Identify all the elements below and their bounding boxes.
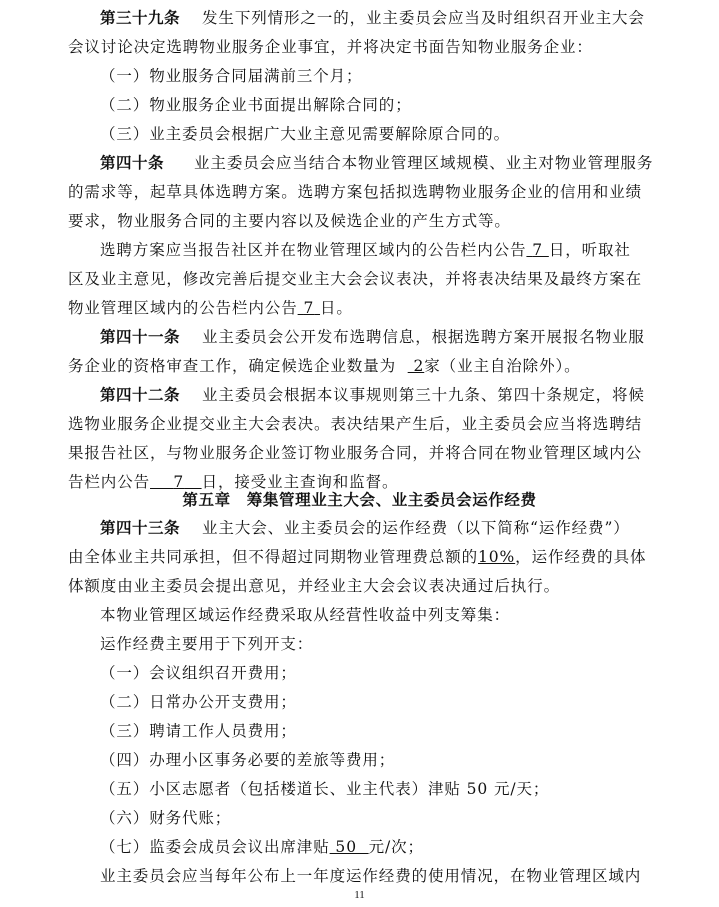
expense-item-2: （二）日常办公开支费用； xyxy=(100,693,297,711)
article-41-heading: 第四十一条 xyxy=(100,327,181,346)
article-40-p2-line-2: 区及业主意见，修改完善后提交业主大会会议表决，并将表决结果及最终方案在 xyxy=(68,270,643,288)
chapter-5-title: 第五章 筹集管理业主大会、业主委员会运作经费 xyxy=(182,490,537,509)
expense-item-4: （四）办理小区事务必要的差旅等费用； xyxy=(100,751,396,769)
candidate-count-blank: 2 xyxy=(413,357,425,375)
article-39-heading: 第三十九条 xyxy=(100,8,181,27)
article-39-line-1: 第三十九条 发生下列情形之一的，业主委员会应当及时组织召开业主大会 xyxy=(100,8,645,27)
final-publicity-days-blank: 7 xyxy=(303,299,315,317)
article-43-heading: 第四十三条 xyxy=(100,518,181,537)
article-43-line-2: 由全体业主共同承担，但不得超过同期物业管理费总额的10%，运作经费的具体 xyxy=(68,548,647,566)
article-40-heading: 第四十条 xyxy=(100,153,165,172)
expense-item-3: （三）聘请工作人员费用； xyxy=(100,722,297,740)
article-42-line-1: 第四十二条 业主委员会根据本议事规则第三十九条、第四十条规定，将候 xyxy=(100,385,645,404)
article-40-p2-line-1: 选聘方案应当报告社区并在物业管理区域内的公告栏内公告 7 日，听取社 xyxy=(100,241,631,259)
article-43-line-5: 运作经费主要用于下列开支： xyxy=(100,635,314,653)
article-39-item-2: （二）物业服务企业书面提出解除合同的； xyxy=(100,96,412,114)
article-42-line-4: 告栏内公告 7 日，接受业主查询和监督。 xyxy=(68,473,399,491)
article-42-heading: 第四十二条 xyxy=(100,385,181,404)
article-42-line-2: 选物业服务企业提交业主大会表决。表决结果产生后，业主委员会应当将选聘结 xyxy=(68,415,643,433)
meeting-allowance-amount: 50 xyxy=(329,838,369,856)
article-42-line-3: 果报告社区，与物业服务企业签订物业服务合同，并将合同在物业管理区域内公 xyxy=(68,444,643,462)
expense-item-5: （五）小区志愿者（包括楼道长、业主代表）津贴 50 元/天； xyxy=(100,780,550,798)
contract-publicity-days-blank: 7 xyxy=(173,473,185,491)
article-40-line-2: 的需求等，起草具体选聘方案。选聘方案包括拟选聘物业服务企业的信用和业绩 xyxy=(68,183,643,201)
article-43-line-3: 体额度由业主委员会提出意见，并经业主大会会议表决通过后执行。 xyxy=(68,577,561,595)
article-43-line-1: 第四十三条 业主大会、业主委员会的运作经费（以下简称“运作经费”） xyxy=(100,518,630,537)
article-43-last-line: 业主委员会应当每年公布上一年度运作经费的使用情况，在物业管理区域内 xyxy=(100,867,642,885)
page-number: 11 xyxy=(354,889,365,901)
fee-percentage: 10% xyxy=(478,548,516,566)
article-41-line-2: 务企业的资格审查工作，确定候选企业数量为 2家（业主自治除外）。 xyxy=(68,357,581,375)
article-39-item-1: （一）物业服务合同届满前三个月； xyxy=(100,67,363,85)
article-39-line-2: 会议讨论决定选聘物业服务企业事宜，并将决定书面告知物业服务企业： xyxy=(68,38,593,56)
article-43-line-4: 本物业管理区域运作经费采取从经营性收益中列支筹集： xyxy=(100,606,511,624)
expense-item-7: （七）监委会成员会议出席津贴 50 元/次； xyxy=(100,838,424,856)
article-40-line-3: 要求，物业服务合同的主要内容以及候选企业的产生方式等。 xyxy=(68,212,511,230)
publicity-days-blank: 7 xyxy=(532,241,543,259)
article-41-line-1: 第四十一条 业主委员会公开发布选聘信息，根据选聘方案开展报名物业服 xyxy=(100,327,645,346)
expense-item-6: （六）财务代账； xyxy=(100,809,232,827)
article-40-line-1: 第四十条 业主委员会应当结合本物业管理区域规模、业主对物业管理服务 xyxy=(100,153,654,172)
expense-item-1: （一）会议组织召开费用； xyxy=(100,664,297,682)
article-39-item-3: （三）业主委员会根据广大业主意见需要解除原合同的。 xyxy=(100,125,511,143)
article-40-p2-line-3: 物业管理区域内的公告栏内公告 7 日。 xyxy=(68,299,353,317)
